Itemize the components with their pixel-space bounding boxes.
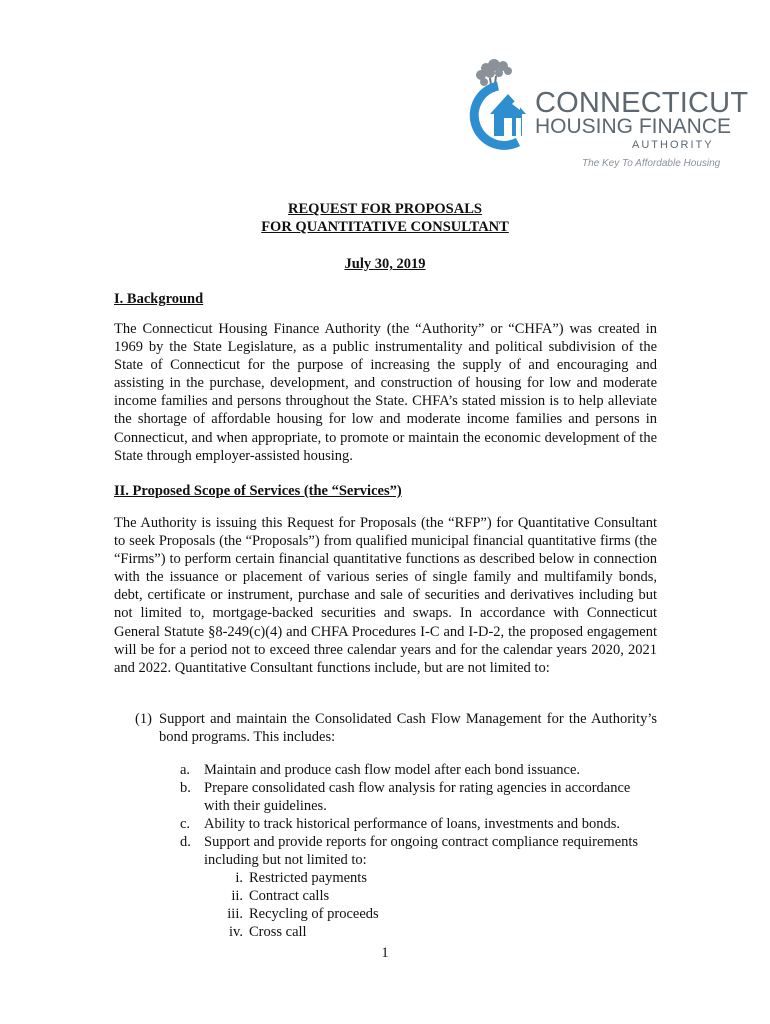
page-number: 1 <box>381 945 389 961</box>
logo-tagline: The Key To Affordable Housing <box>582 158 721 169</box>
chfa-logo <box>468 58 749 176</box>
section-1-body: The Connecticut Housing Finance Authority (the “Authority” or “CHFA”) was created in 1969 by the State Legislature, as a public instrumentality and political subdivision of the State of Connecticut for the purpose of increasing the supply of and encouraging and assisting in the purchase, development, and construction of housing for low and moderate income families and persons throughout the State. CHFA’s stated mission is to help alleviate the shortage of affordable housing for low and moderate income families and persons in Connecticut, and when appropriate, to promote or maintain the economic development of the State through employer-assisted housing. <box>114 321 657 464</box>
scope-item-1 <box>135 710 657 746</box>
list-number: (1) <box>135 711 152 727</box>
logo-text-connecticut: CONNECTICUT <box>535 87 749 119</box>
list-item: i. Restricted payments <box>235 870 367 886</box>
house-key-tree-icon <box>468 58 534 150</box>
list-item: b. Prepare consolidated cash flow analysis for rating agencies in accordance with their guidelines. <box>180 780 631 815</box>
scope-roman-items <box>213 869 379 941</box>
list-item: c. Ability to track historical performance of loans, investments and bonds. <box>180 816 620 833</box>
title-line-2: FOR QUANTITATIVE CONSULTANT <box>261 219 509 235</box>
list-item: ii. Contract calls <box>231 888 330 905</box>
list-item: d. Support and provide reports for ongoing contract compliance requirements including but not limited to: <box>180 834 639 869</box>
section-2-heading: II. Proposed Scope of Services (the “Services”) <box>114 483 402 499</box>
list-item: iii. Recycling of proceeds <box>227 906 379 923</box>
logo-text-housing-finance: HOUSING FINANCE <box>535 115 732 138</box>
list-item: a. Maintain and produce cash flow model after each bond issuance. <box>180 762 581 778</box>
scope-subitems <box>180 761 658 870</box>
section-1-heading: I. Background <box>114 291 204 307</box>
section-2-body: The Authority is issuing this Request for Proposals (the “RFP”) for Quantitative Consultant to seek Proposals (the “Proposals”) from qualified municipal financial quantitative firms (the “Firms”) to perform certain financial quantitative functions as described below in connection with the issuance or placement of various series of single family and multifamily bonds, debt, certificate or instrument, purchase and sale of securities and derivatives including but not limited to, mortgage-backed securities and swaps. In accordance with Connecticut General Statute §8-249(c)(4) and CHFA Procedures I-C and I-D-2, the proposed engagement will be for a period not to exceed three calendar years and for the calendar years 2020, 2021 and 2022. Quantitative Consultant functions include, but are not limited to: <box>114 515 657 676</box>
title-line-1: REQUEST FOR PROPOSALS <box>288 201 482 217</box>
document-date: July 30, 2019 <box>344 256 426 272</box>
logo-text-authority: AUTHORITY <box>632 139 714 151</box>
list-item: iv. Cross call <box>229 924 307 941</box>
list-text: Support and maintain the Consolidated Cash Flow Management for the Authority’s bond programs. This includes: <box>159 711 657 746</box>
